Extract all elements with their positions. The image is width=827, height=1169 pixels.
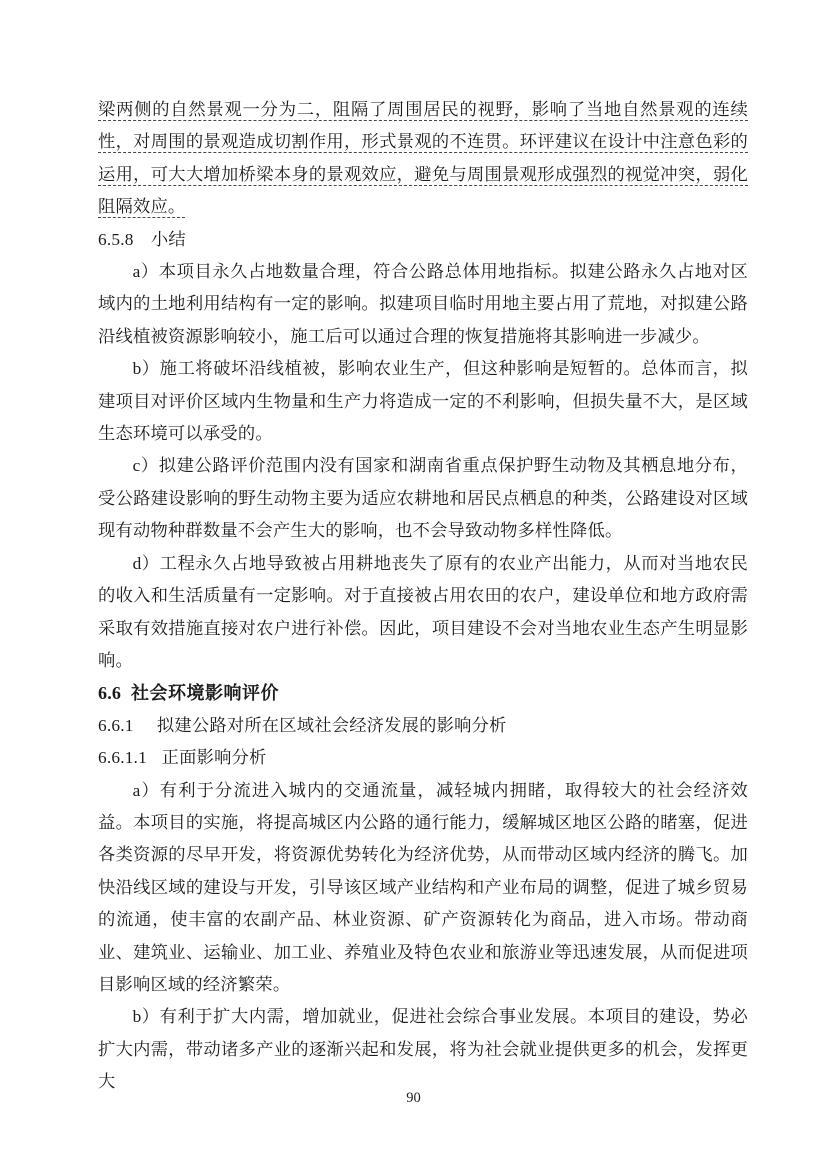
paragraph-item-b-vegetation: b）施工将破坏沿线植被，影响农业生产，但这种影响是短暂的。总体而言，拟建项目对评价区域内生物量和生产力将造成一定的不利影响，但损失量不大，是区域生态环境可以承受的。 — [98, 359, 748, 444]
section-number: 6.6.1 — [98, 715, 134, 735]
section-title: 小结 — [150, 229, 186, 249]
section-title: 社会环境影响评价 — [131, 683, 279, 704]
section-heading-6-6-1 — [98, 710, 748, 742]
section-number: 6.5.8 — [98, 229, 134, 249]
section-title: 拟建公路对所在区域社会经济发展的影响分析 — [156, 715, 507, 735]
section-heading-6-6 — [98, 677, 748, 709]
paragraph-item-a-traffic-benefit: a）有利于分流进入城内的交通流量，减轻城内拥睹，取得较大的社会经济效益。本项目的实施，将提高城区内公路的通行能力，缓解城区地区公路的睹塞，促进各类资源的尽早开发，将资源优势转化为经济优势，从而带动区域内经济的腾飞。加快沿线区域的建设与开发，引导该区域产业结构和产业布局的调整，促进了城乡贸易的流通，使丰富的农副产品、林业资源、矿产资源转化为商品，进入市场。带动商业、建筑业、运输业、加工业、养殖业及特色农业和旅游业等迅速发展，从而促进项目影响区域的经济繁荣。 — [98, 780, 748, 994]
continued-paragraph-underlined: 梁两侧的自然景观一分为二，阻隔了周围居民的视野，影响了当地自然景观的连续性，对周围的景观造成切割作用，形式景观的不连贯。环评建议在设计中注意色彩的运用，可大大增加桥梁本身的景观效应，避免与周围景观形成强烈的视觉冲突，弱化阻隔效应。 — [98, 100, 748, 217]
paragraph-item-b-employment: b）有利于扩大内需，增加就业，促进社会综合事业发展。本项目的建设，势必扩大内需，带动诸多产业的逐渐兴起和发展，将为社会就业提供更多的机会，发挥更大 — [98, 1007, 748, 1092]
paragraph-item-c-wildlife: c）拟建公路评价范围内没有国家和湖南省重点保护野生动物及其栖息地分布，受公路建设影响的野生动物主要为适应农耕地和居民点栖息的种类，公路建设对区域现有动物种群数量不会产生大的影响，也不会导致动物多样性降低。 — [98, 456, 748, 541]
section-heading-6-5-8 — [98, 224, 748, 256]
paragraph-item-a-land-use: a）本项目永久占地数量合理，符合公路总体用地指标。拟建公路永久占地对区域内的土地利用结构有一定的影响。拟建项目临时用地主要占用了荒地，对拟建公路沿线植被资源影响较小，施工后可以通过合理的恢复措施将其影响进一步减少。 — [98, 262, 748, 346]
section-number: 6.6.1.1 — [98, 748, 147, 768]
paragraph-item-d-farmland: d）工程永久占地导致被占用耕地丧失了原有的农业产出能力，从而对当地农民的收入和生活质量有一定影响。对于直接被占用农田的农户，建设单位和地方政府需采取有效措施直接对农户进行补偿。因此，项目建设不会对当地农业生态产生明显影响。 — [98, 553, 748, 670]
section-heading-6-6-1-1 — [98, 742, 748, 774]
page-number: 90 — [406, 1090, 421, 1106]
section-title: 正面影响分析 — [161, 748, 267, 768]
section-number: 6.6 — [98, 683, 122, 704]
page-body-text — [98, 94, 748, 1099]
